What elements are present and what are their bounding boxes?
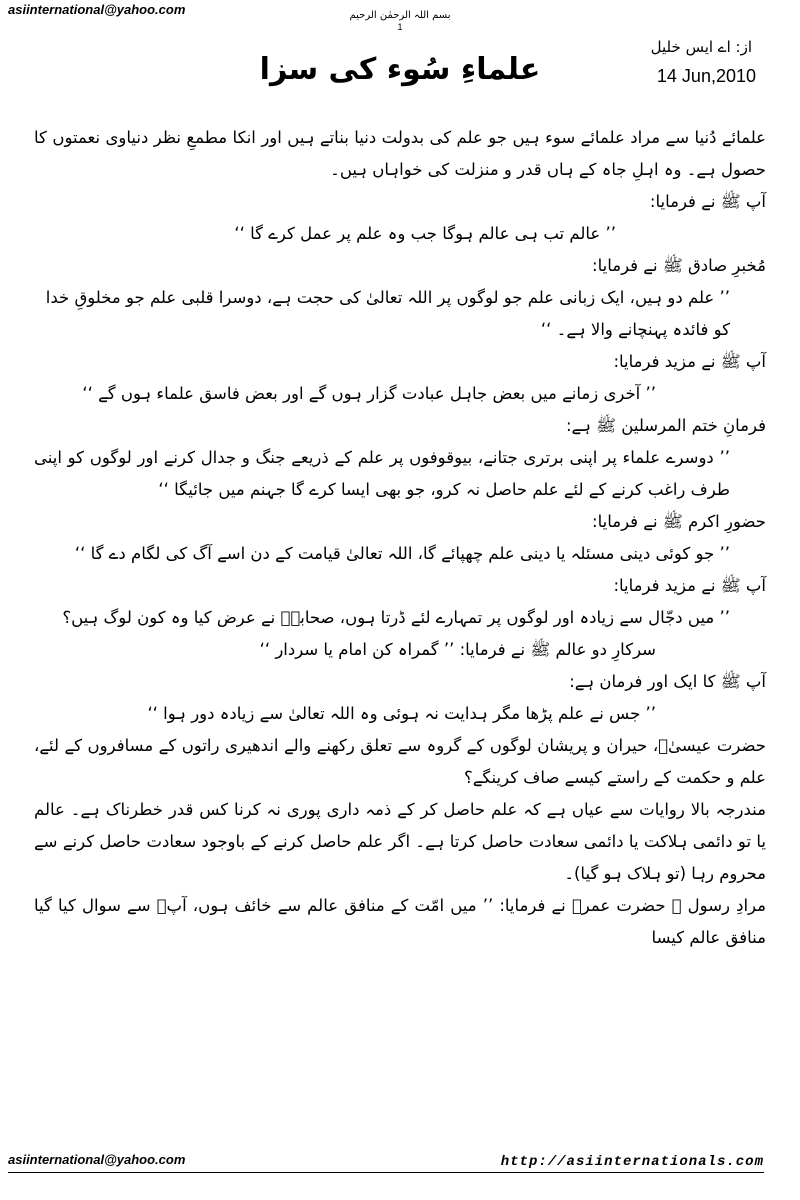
quote: ’’ دوسرے علماء پر اپنی برتری جتانے، بیوقوفوں پر علم کے ذریعے جنگ و جدال کرنے اور لوگوں کو اپنی طرف راغب کرنے کے لئے علم حاصل نہ کرو، جو بھی ایسا کرے گا جہنم میں جائیگا ‘‘ xyxy=(34,448,730,499)
paragraph: مُخبرِ صادق ﷺ نے فرمایا: xyxy=(592,256,766,275)
quote: ’’ عالم تب ہی عالم ہوگا جب وہ علم پر عمل کرے گا ‘‘ xyxy=(234,224,616,243)
quote: ’’ جس نے علم پڑھا مگر ہدایت نہ ہوئی وہ اللہ تعالیٰ سے زیادہ دور ہوا ‘‘ xyxy=(147,704,656,723)
paragraph: حضورِ اکرم ﷺ نے فرمایا: xyxy=(592,512,766,531)
paragraph: علمائے دُنیا سے مراد علمائے سوء ہیں جو علم کی بدولت دنیا بناتے ہیں اور انکا مطمعِ نظر دنیاوی نعمتوں کا حصول ہے۔ وہ اہلِ جاہ کے ہاں قدر و منزلت کی خواہاں ہیں۔ xyxy=(34,128,766,179)
article-title: علماءِ سُوء کی سزا xyxy=(259,52,541,87)
quote: ’’ میں دجّال سے زیادہ اور لوگوں پر تمہارے لئے ڈرتا ہوں، صحابہؓ نے عرض کیا وہ کون لوگ ہیں؟ xyxy=(62,608,730,627)
paragraph: آپ ﷺ نے فرمایا: xyxy=(649,192,766,211)
footer-divider xyxy=(8,1172,764,1173)
paragraph: آپ ﷺ نے مزید فرمایا: xyxy=(613,352,766,371)
footer-email[interactable]: asiinternational@yahoo.com xyxy=(8,1152,186,1167)
paragraph: مندرجہ بالا روایات سے عیاں ہے کہ علم حاصل کر کے ذمہ داری پوری نہ کرنا کس قدر خطرناک ہے۔ عالم یا تو دائمی ہلاکت یا دائمی سعادت حاصل کرتا ہے۔ اگر علم حاصل کرنے کے باوجود سعادت حاصل کرنے سے محروم رہا (تو ہلاک ہو گیا)۔ xyxy=(34,800,766,883)
footer-url[interactable]: http://asiinternationals.com xyxy=(500,1154,764,1170)
paragraph: مرادِ رسول ﷺ حضرت عمرؓ نے فرمایا: ’’ میں امّت کے منافق عالم سے خائف ہوں، آپؐ سے سوال کیا گیا منافق عالم کیسا xyxy=(34,896,766,947)
article-date: 14 Jun,2010 xyxy=(656,66,756,86)
paragraph: فرمانِ ختم المرسلین ﷺ ہے: xyxy=(565,416,766,435)
quote: ’’ جو کوئی دینی مسئلہ یا دینی علم چھپائے گا، اللہ تعالیٰ قیامت کے دن اسے آگ کی لگام دے گا ‘‘ xyxy=(74,544,730,563)
paragraph: آپ ﷺ نے مزید فرمایا: xyxy=(613,576,766,595)
article-body xyxy=(34,122,766,954)
header-email[interactable]: asiinternational@yahoo.com xyxy=(8,2,186,17)
author-line: از: اے ایس خلیل xyxy=(650,38,752,56)
paragraph: سرکارِ دو عالم ﷺ نے فرمایا: ’’ گمراہ کن امام یا سردار ‘‘ xyxy=(259,640,656,659)
basmala: بسم اللہ الرحمٰن الرحیم xyxy=(349,10,451,21)
paragraph: آپ ﷺ کا ایک اور فرمان ہے: xyxy=(569,672,766,691)
quote: ’’ علم دو ہیں، ایک زبانی علم جو لوگوں پر اللہ تعالیٰ کی حجت ہے، دوسرا قلبی علم جو مخلوقِ خدا کو فائدہ پہنچانے والا ہے۔ ‘‘ xyxy=(45,288,730,339)
page-number: 1 xyxy=(397,22,403,32)
quote: ’’ آخری زمانے میں بعض جاہل عبادت گزار ہوں گے اور بعض فاسق علماء ہوں گے ‘‘ xyxy=(82,384,656,403)
paragraph: حضرت عیسیٰؑ، حیران و پریشان لوگوں کے گروہ سے تعلق رکھنے والے اندھیری راتوں کے مسافروں کے لئے، علم و حکمت کے راستے کیسے صاف کرینگے؟ xyxy=(34,736,766,787)
